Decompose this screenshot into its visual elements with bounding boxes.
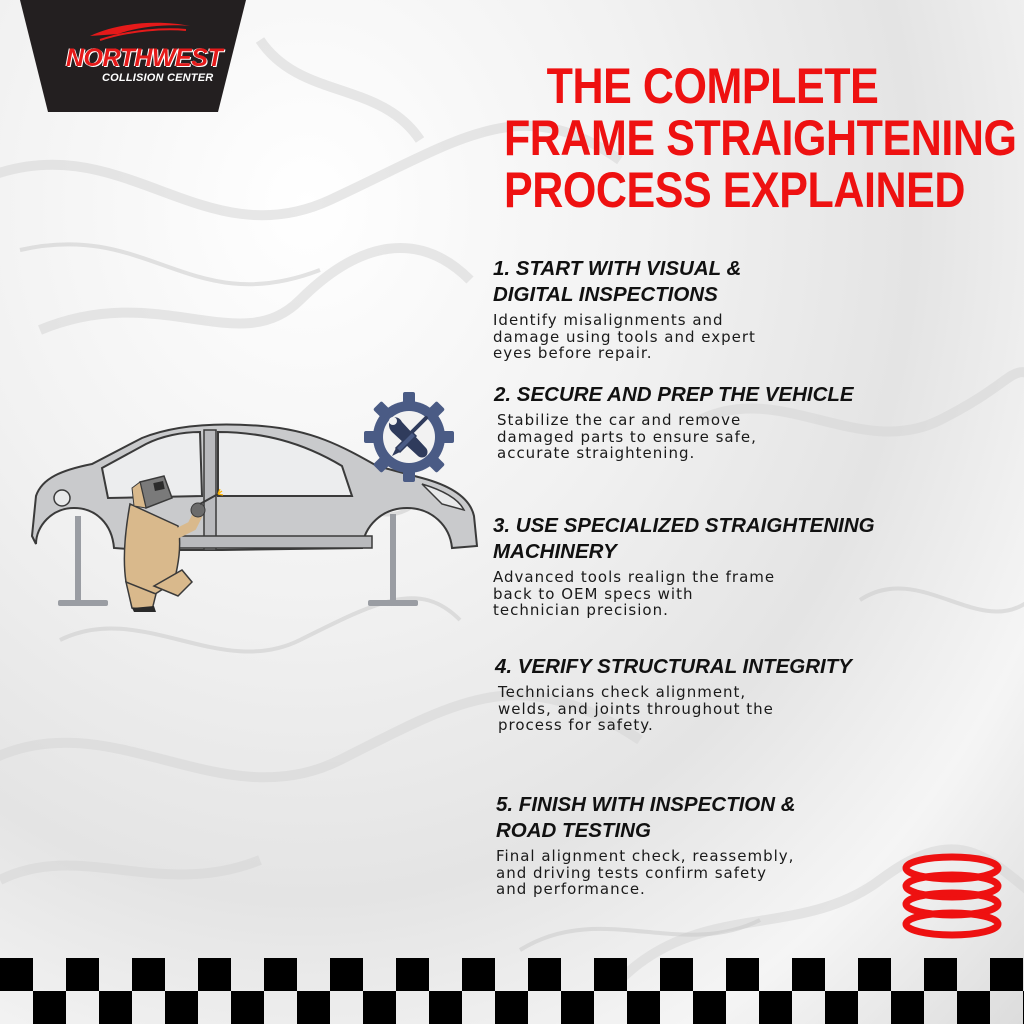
checker-square (462, 958, 495, 991)
car-front-window (218, 432, 352, 496)
checker-square (858, 958, 891, 991)
checker-square (231, 991, 264, 1024)
step-4-heading-line-1: 4. VERIFY STRUCTURAL INTEGRITY (495, 655, 852, 678)
checker-square (990, 958, 1023, 991)
checker-square (99, 991, 132, 1024)
step-4-body-line-3: process for safety. (498, 716, 654, 734)
checker-square (825, 991, 858, 1024)
step-3-body-line-2: back to OEM specs with (493, 584, 694, 603)
step-5-heading (496, 792, 856, 844)
step-4-body-line-2: welds, and joints throughout the (498, 699, 774, 718)
step-5-heading-line-1: 5. FINISH WITH INSPECTION & (496, 793, 796, 816)
checker-square (528, 958, 561, 991)
step-1-body (493, 312, 793, 362)
checker-square (561, 991, 594, 1024)
step-3-body (493, 569, 933, 619)
step-4-heading (495, 654, 915, 680)
checker-square (693, 991, 726, 1024)
car-b-pillar (204, 430, 216, 550)
step-5-body-line-3: and performance. (496, 880, 646, 898)
checker-square (726, 958, 759, 991)
step-3-body-line-3: technician precision. (493, 601, 669, 619)
checker-square (891, 991, 924, 1024)
step-2 (494, 382, 914, 462)
checker-square (33, 991, 66, 1024)
page-title (503, 58, 1017, 218)
checker-square (792, 958, 825, 991)
checker-square (297, 991, 330, 1024)
coil-spring-icon (900, 852, 1004, 944)
checker-square (627, 991, 660, 1024)
step-3 (493, 513, 933, 619)
step-3-heading-line-1: 3. USE SPECIALIZED STRAIGHTENING (493, 514, 875, 537)
step-4 (495, 654, 915, 734)
step-5-heading-line-2: ROAD TESTING (496, 819, 651, 842)
step-5-body (496, 848, 856, 898)
step-2-body (497, 412, 914, 462)
checker-square (132, 958, 165, 991)
step-2-body-line-3: accurate straightening. (497, 444, 696, 462)
step-2-heading (494, 382, 914, 408)
checker-square (957, 991, 990, 1024)
step-1-heading-line-1: 1. START WITH VISUAL & (493, 257, 742, 280)
lift-stand-front (58, 516, 108, 606)
step-2-body-line-2: damaged parts to ensure safe, (497, 427, 757, 446)
checker-square (264, 958, 297, 991)
step-3-body-line-1: Advanced tools realign the frame (493, 568, 776, 586)
lift-stand-rear (368, 514, 418, 606)
logo (0, 0, 246, 112)
step-1-heading-line-2: DIGITAL INSPECTIONS (493, 283, 718, 306)
gear-tools-icon (362, 390, 456, 484)
checker-square (165, 991, 198, 1024)
checkered-flag-band (0, 958, 1024, 1024)
checker-square (660, 958, 693, 991)
step-2-heading-line-1: 2. SECURE AND PREP THE VEHICLE (494, 383, 854, 406)
checker-square (363, 991, 396, 1024)
checker-square (66, 958, 99, 991)
checker-square (396, 958, 429, 991)
checker-square (594, 958, 627, 991)
checker-square (759, 991, 792, 1024)
step-4-body (498, 684, 915, 734)
step-1-heading (493, 256, 793, 308)
checker-square (330, 958, 363, 991)
title-line-3: PROCESS EXPLAINED (503, 162, 965, 218)
step-3-heading (493, 513, 933, 565)
step-2-body-line-1: Stabilize the car and remove (497, 411, 742, 429)
step-3-heading-line-2: MACHINERY (493, 540, 617, 563)
step-1-body-line-1: Identify misalignments and (493, 311, 724, 329)
step-1-body-line-3: eyes before repair. (493, 344, 653, 362)
car-fuel-cap (54, 490, 70, 506)
checker-square (0, 958, 33, 991)
step-5-body-line-1: Final alignment check, reassembly, (496, 847, 795, 865)
logo-subtitle-text: COLLISION CENTER (102, 72, 214, 84)
step-5-body-line-2: and driving tests confirm safety (496, 863, 768, 882)
checker-square (198, 958, 231, 991)
step-5 (496, 792, 856, 898)
title-line-1: THE COMPLETE (546, 58, 879, 114)
title-line-2: FRAME STRAIGHTENING (503, 110, 1017, 166)
step-1 (493, 256, 793, 362)
logo-brand-text: NORTHWEST (66, 44, 223, 72)
checker-square (924, 958, 957, 991)
checker-square (429, 991, 462, 1024)
step-4-body-line-1: Technicians check alignment, (498, 683, 747, 701)
checker-square (495, 991, 528, 1024)
step-1-body-line-2: damage using tools and expert (493, 327, 756, 346)
